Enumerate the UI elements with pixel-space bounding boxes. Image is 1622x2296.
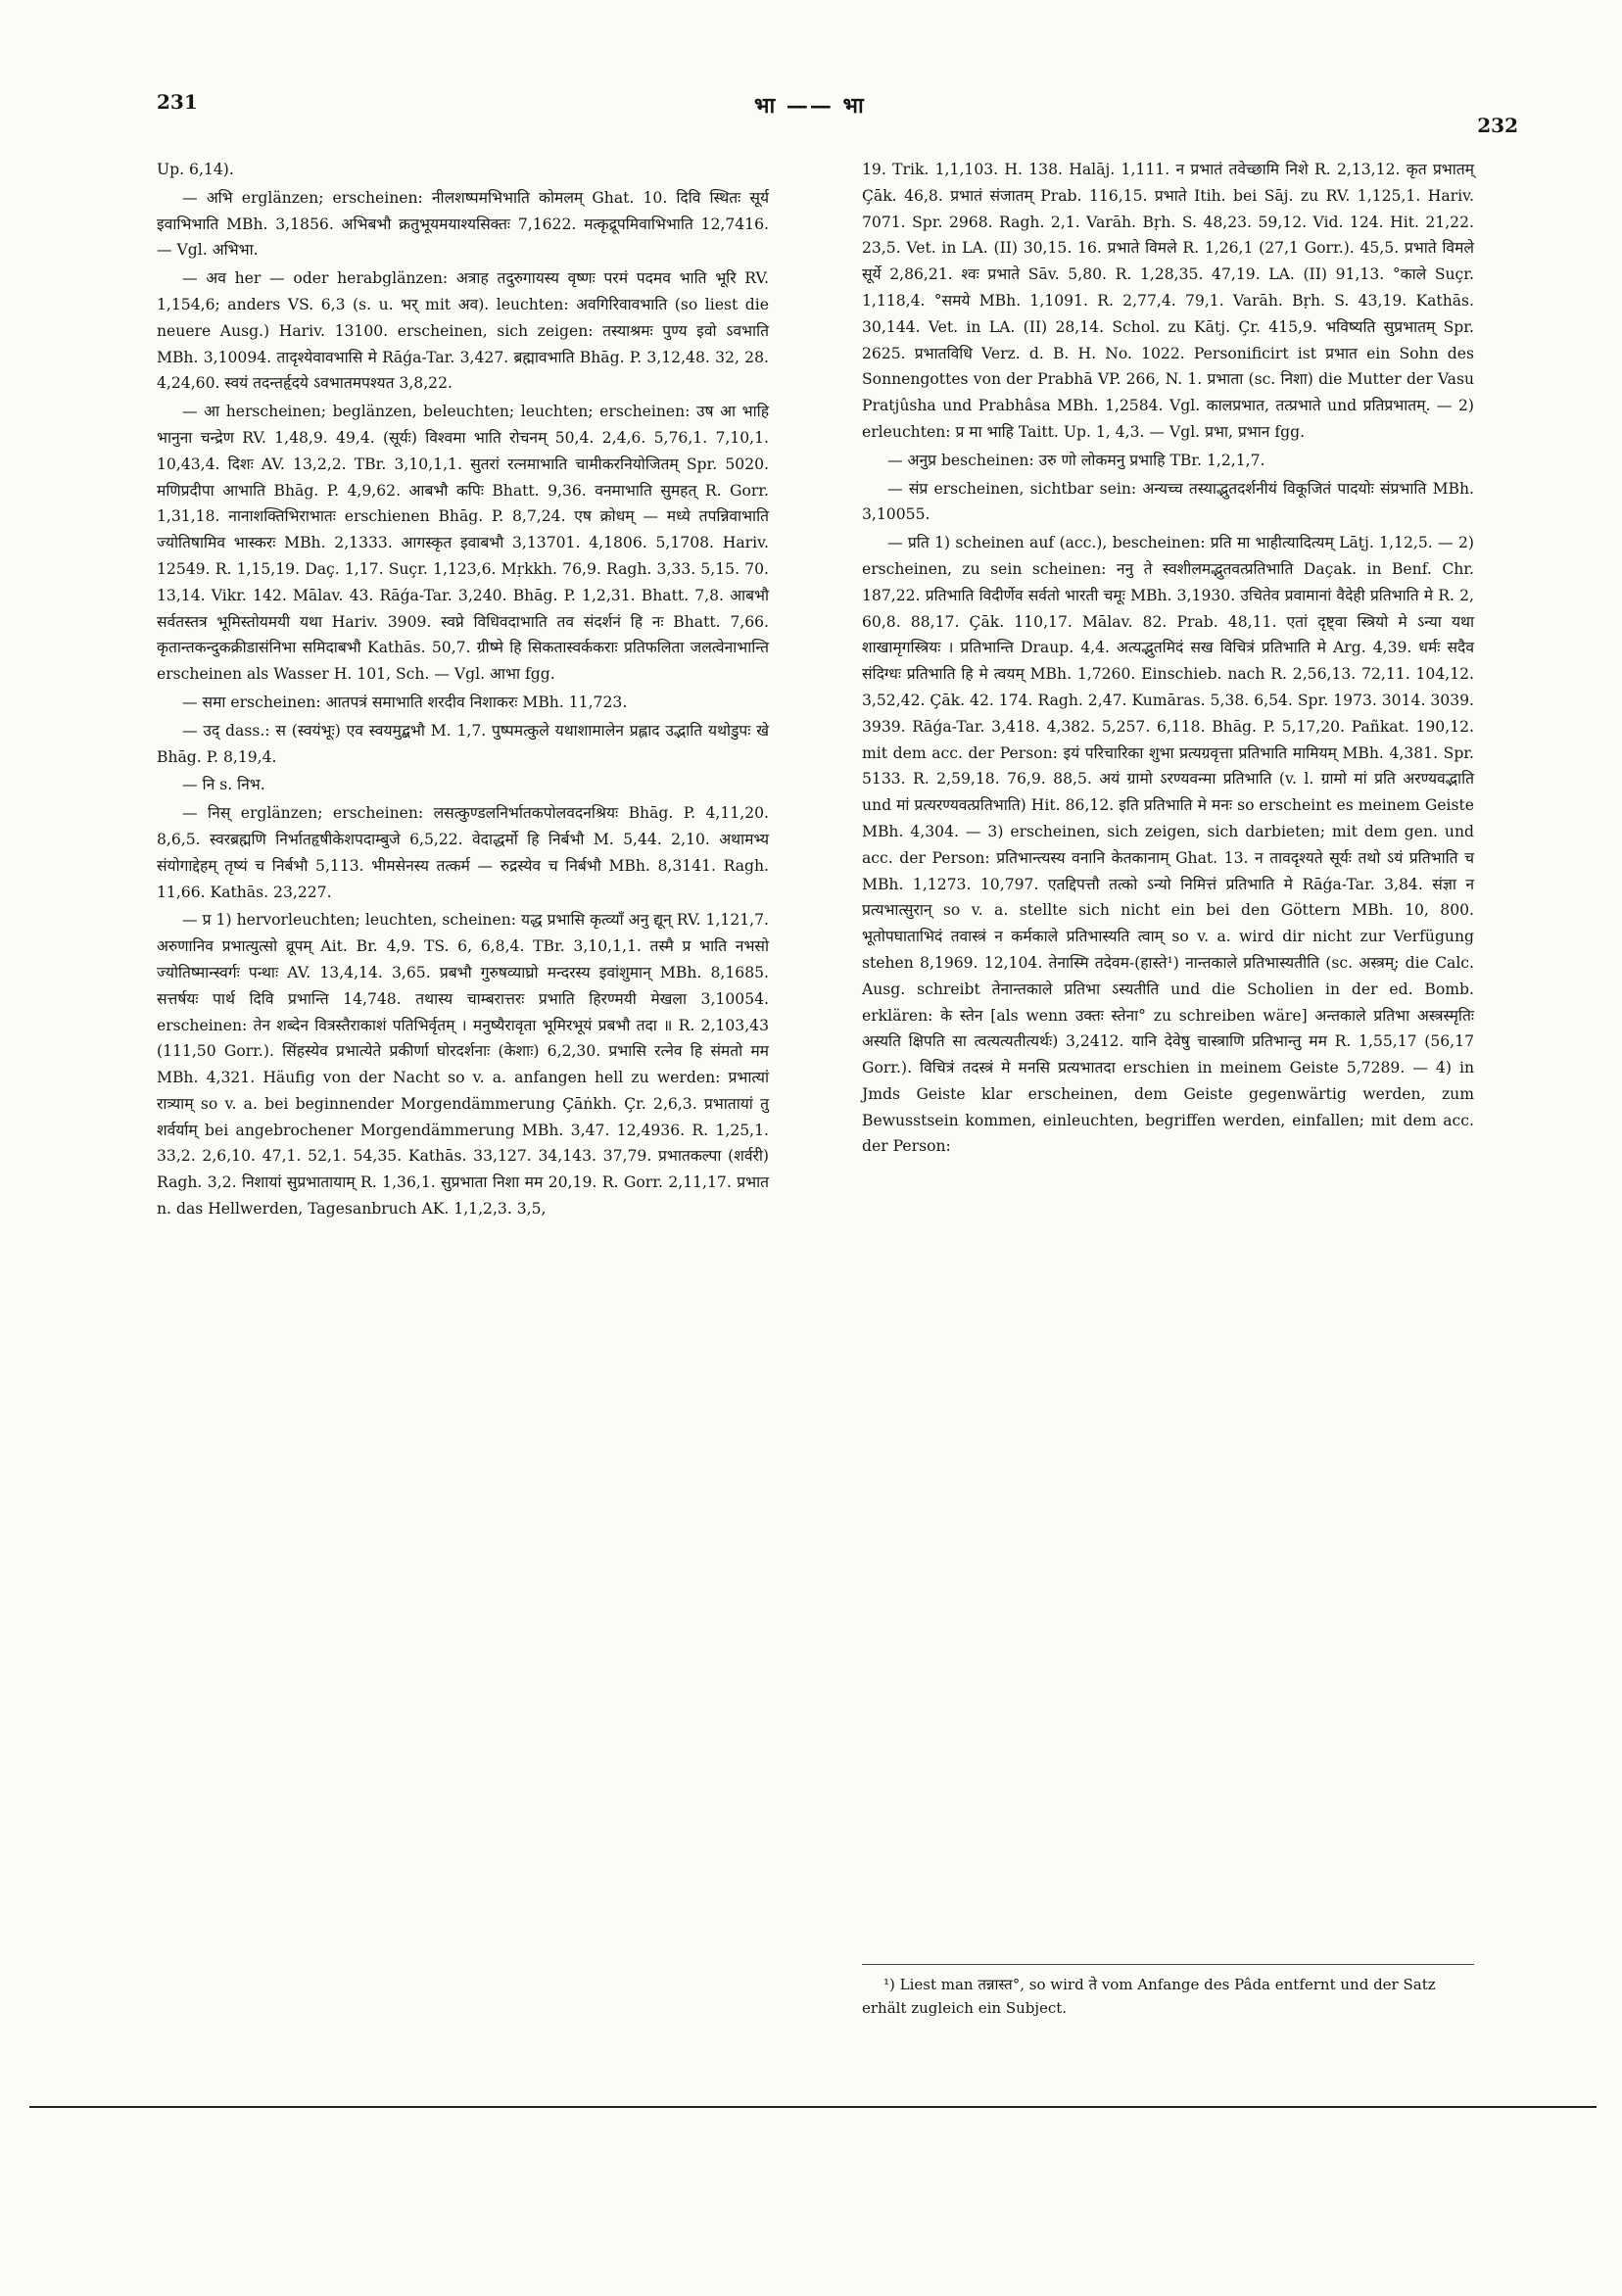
left-paragraph: — अभि erglänzen; erscheinen: नीलशष्पमभिभाति कोमलम् Ghat. 10. दिवि स्थितः सूर्य इवाभिभाति MBh. 3,1856. अभिबभौ क्रतुभूयमयाश्यसिक्तः 7,1622. मत्कृद्रूपमिवाभिभाति 12,7416. — Vgl. अभिभा.	[157, 188, 769, 260]
page-header	[157, 69, 1518, 137]
right-paragraph: — प्रति 1) scheinen auf (acc.), bescheinen: प्रति मा भाहीत्यादित्यम् Lāṭj. 1,12,5. — 2) erscheinen, zu sein scheinen: ननु ते स्वशीलमद्भुतवत्प्रतिभाति Daçak. in Benf. Chr. 187,22. प्रतिभाति विदीर्णेव सर्वतो भारती चमूः MBh. 3,1930. उचितेव प्रवामानां वैदेही प्रतिभाति मे R. 2, 60,8. 88,17. Çāk. 110,17. Mālav. 82. Prab. 48,11. एतां दृष्ट्वा स्त्रियो मे ऽन्या यथा शाखामृगस्त्रियः । प्रतिभान्ति Draup. 4,4. अत्यद्भुतमिदं सख विचित्रं प्रतिभाति मे Arg. 4,39. धर्मः सदैव संदिग्धः प्रतिभाति हि मे त्वयम् MBh. 1,7260. Einschieb. nach R. 2,56,13. 72,11. 104,12. 3,52,42. Çāk. 42. 174. Ragh. 2,47. Kumāras. 5,38. 6,54. Spr. 1973. 3014. 3039. 3939. Rāǵa-Tar. 3,418. 4,382. 5,257. 6,118. Bhāg. P. 5,17,20. Pañkat. 190,12. mit dem acc. der Person: इयं परिचारिका शुभा प्रत्यग्रवृत्ता प्रतिभाति मामियम् MBh. 4,381. Spr. 5133. R. 2,59,18. 76,9. 88,5. अयं ग्रामो ऽरण्यवन्मा प्रतिभाति (v. l. ग्रामो मां प्रति अरण्यवद्भाति und मां प्रत्यरण्यवत्प्रतिभाति) Hit. 86,12. इति प्रतिभाति मे मनः so erscheint es meinem Geiste MBh. 4,304. — 3) erscheinen, sich zeigen, sich darbieten; mit dem gen. und acc. der Person: प्रतिभान्त्यस्य वनानि केतकानाम् Ghat. 13. न तावदृश्यते सूर्यः तथो ऽयं प्रतिभाति च MBh. 1,1273. 10,797. एतद्दिपत्तौ तत्को ऽन्यो निमित्तं प्रतिभाति मे Rāǵa-Tar. 3,84. संज्ञा न प्रत्यभात्सुरान् so v. a. stellte sich nicht ein bei den Göttern MBh. 10, 800. भूतोपघाताभिदं तवास्त्रं न कर्मकाले प्रतिभास्यति त्वाम् so v. a. wird dir nicht zur Verfügung stehen 8,1969. 12,104. तेनास्मि तदेवम-(हास्ते¹) नान्तकाले प्रतिभास्यतीति (sc. अस्त्रम्; die Calc. Ausg. schreibt तेनान्तकाले प्रतिभा ऽस्यतीति und die Scholien in der ed. Bomb. erklären: के स्तेन [als wenn उक्तः स्तेना° zu schreiben wäre] अन्तकाले प्रतिभा अस्त्रस्मृतिः अस्यति क्षिपति सा त्वत्यत्यतीत्यर्थः) 3,2412. यानि देवेषु चास्त्राणि प्रतिभान्तु मम R. 1,55,17 (56,17 Gorr.). विचित्रं तदस्त्रं मे मनसि प्रत्यभातदा erschien in meinem Geiste 5,7289. — 4) in Jmds Geiste klar erscheinen, dem Geiste gegenwärtig werden, zum Bewusstsein kommen, einleuchten, begriffen werden, einfallen; mit dem acc. der Person:	[862, 534, 1474, 1156]
left-paragraph: Up. 6,14).	[157, 161, 234, 178]
footnote-text: ¹) Liest man तन्नास्त°, so wird ते vom Anfange des Pâda entfernt und der Satz erhält zugleich ein Subject.	[862, 1976, 1436, 2017]
left-paragraph: — प्र 1) hervorleuchten; leuchten, scheinen: यद्ध प्रभासि कृत्व्याँ अनु द्यून् RV. 1,121,7. अरुणानिव प्रभात्युत्सो व्रूपम् Ait. Br. 4,9. TS. 6, 6,8,4. TBr. 3,10,1,1. तस्मै प्र भाति नभसो ज्योतिष्मान्स्वर्गः पन्थाः AV. 13,4,14. 3,65. प्रबभौ गुरुषव्याघ्रो मन्दरस्य इवांशुमान् MBh. 8,1685. सत्तर्षयः पार्थ दिवि प्रभान्ति 14,748. तथास्य चाम्बरात्तरः प्रभाति हिरण्मयी मेखला 3,10054. erscheinen: तेन शब्देन वित्रस्तैराकाशं पतिभिर्वृतम् । मनुष्यैरावृता भूमिरभूयं प्रबभौ तदा ॥ R. 2,103,43 (111,50 Gorr.). सिंहस्येव प्रभात्येते प्रकीर्णा घोरदर्शनाः (केशाः) 6,2,30. प्रभासि रत्नेव हि संमतो मम MBh. 4,321. Häufig von der Nacht so v. a. anfangen hell zu werden: प्रभात्यां रात्र्याम् so v. a. bei beginnender Morgendämmerung Çāṅkh. Çr. 2,6,3. प्रभातायां तु शर्वर्याम् bei angebrochener Morgendämmerung MBh. 3,47. 12,4936. R. 1,25,1. 33,2. 2,6,10. 47,1. 52,1. 54,35. Kathās. 33,127. 34,143. 37,79. प्रभातकल्पा (शर्वरी) Ragh. 3,2. निशायां सुप्रभातायाम् R. 1,36,1. सुप्रभाता निशा मम 20,19. R. Gorr. 2,11,17. प्रभात n. das Hellwerden, Tagesanbruch AK. 1,1,2,3. 3,5,	[157, 911, 769, 1219]
right-paragraph: 19. Trik. 1,1,103. H. 138. Halāj. 1,111. न प्रभातं तवेच्छामि निशे R. 2,13,12. कृत प्रभातम् Çāk. 46,8. प्रभातं संजातम् Prab. 116,15. प्रभाते Itih. bei Sāj. zu RV. 1,125,1. Hariv. 7071. Spr. 2968. Ragh. 2,1. Varāh. Bṛh. S. 48,23. 59,12. Vid. 124. Hit. 21,22. 23,5. Vet. in LA. (II) 30,15. 16. प्रभाते विमले R. 1,26,1 (27,1 Gorr.). 45,5. प्रभाते विमले सूर्ये 2,86,21. श्वः प्रभाते Sāv. 5,80. R. 1,28,35. 47,19. LA. (II) 91,13. °काले Suçr. 1,118,4. °समये MBh. 1,1091. R. 2,77,4. 79,1. Varāh. Bṛh. S. 43,19. Kathās. 30,144. Vet. in LA. (II) 28,14. Schol. zu Kātj. Çr. 415,9. भविष्यति सुप्रभातम् Spr. 2625. प्रभातविधि Verz. d. B. H. No. 1022. Personificirt ist प्रभात ein Sohn des Sonnengottes von der Prabhā VP. 266, N. 1. प्रभाता (sc. निशा) die Mutter der Vasu Pratjûsha und Prabhâsa MBh. 1,2584. Vgl. कालप्रभात, तत्प्रभाते und प्रतिप्रभातम्. — 2) erleuchten: प्र मा भाहि Taitt. Up. 1, 4,3. — Vgl. प्रभा, प्रभान fgg.	[862, 161, 1474, 441]
left-column	[157, 157, 769, 1224]
left-paragraph: — आ herscheinen; beglänzen, beleuchten; leuchten; erscheinen: उष आ भाहि भानुना चन्द्रेण RV. 1,48,9. 49,4. (सूर्यः) विश्वमा भाति रोचनम् 50,4. 2,4,6. 5,76,1. 7,10,1. 10,43,4. दिशः AV. 13,2,2. TBr. 3,10,1,1. सुतरां रत्नमाभाति चामीकरनियोजितम् Spr. 5020. मणिप्रदीपा आभाति Bhāg. P. 4,9,62. आबभौ कपिः Bhatt. 9,36. वनमाभाति सुमहत् R. Gorr. 1,31,18. नानाशक्तिभिराभातः erschienen Bhāg. P. 8,7,24. एष क्रोधम् — मध्ये तपन्निवाभाति ज्योतिषामिव भास्करः MBh. 2,1333. आगस्कृत इवाबभौ 3,13701. 4,1806. 5,1708. Hariv. 12549. R. 1,15,19. Daç. 1,17. Suçr. 1,123,6. Mṛkkh. 76,9. Ragh. 3,33. 5,15. 70. 13,14. Vikr. 142. Mālav. 43. Rāǵa-Tar. 3,240. Bhāg. P. 1,2,31. Bhatt. 7,8. आबभौ सर्वतस्तत्र भूमिस्तोयमयी यथा Hariv. 3909. स्वप्ने विधिवदाभाति तव संदर्शनं हि नः Bhatt. 7,66. कृतान्तकन्दुकक्रीडासंनिभा समिदाबभौ Kathās. 50,7. ग्रीष्मे हि सिकतास्वर्ककराः प्रतिफलिता जलत्वेनाभान्ति erscheinen als Wasser H. 101, Sch. — Vgl. आभा fgg.	[157, 403, 769, 684]
left-paragraph: — समा erscheinen: आतपत्रं समाभाति शरदीव निशाकरः MBh. 11,723.	[182, 693, 628, 711]
page-number-right: 232	[1477, 114, 1518, 137]
left-paragraph: — अव her — oder herabglänzen: अत्राह तदुरुगायस्य वृष्णः परमं पदमव भाति भूरि RV. 1,154,6; anders VS. 6,3 (s. u. भर् mit अव). leuchten: अवगिरिवावभाति (so liest die neuere Ausg.) Hariv. 13100. erscheinen, sich zeigen: तस्याश्रमः पुण्य इवो ऽवभाति MBh. 3,10094. तादृश्येवावभासि मे Rāǵa-Tar. 3,427. ब्रह्मावभाति Bhāg. P. 3,12,48. 32, 28. 4,24,60. स्वयं तदन्तर्हृदये ऽवभातमपश्यत 3,8,22.	[157, 269, 769, 393]
bottom-rule	[29, 2106, 1597, 2108]
left-paragraph: — नि s. निभ.	[182, 776, 265, 794]
running-head: भा —— भा	[754, 93, 866, 119]
footnote	[862, 1964, 1474, 2020]
left-paragraph: — निस् erglänzen; erscheinen: लसत्कुण्डलनिर्भातकपोलवदनश्रियः Bhāg. P. 4,11,20. 8,6,5. स्वरब्रह्मणि निर्भातहृषीकेशपदाम्बुजे 6,5,22. वेदाद्धर्मो हि निर्बभौ M. 5,44. 2,10. अथामभ्य संयोगाद्देहम् तृष्यं च निर्बभौ 5,113. भीमसेनस्य तत्कर्म — रुद्रस्येव च निर्बभौ MBh. 8,3141. Ragh. 11,66. Kathās. 23,227.	[157, 804, 769, 901]
right-paragraph: — संप्र erscheinen, sichtbar sein: अन्यच्च तस्याद्भुतदर्शनीयं विकूजितं पादयोः संप्रभाति MBh. 3,10055.	[862, 479, 1474, 524]
page-number-left: 231	[157, 90, 198, 114]
left-paragraph: — उद् dass.: स (स्वयंभूः) एव स्वयमुद्बभौ M. 1,7. पुष्पमत्कुले यथाशामालेन प्रह्लाद उद्भाति यथोडुपः खे Bhāg. P. 8,19,4.	[157, 721, 769, 766]
right-column	[862, 157, 1474, 1162]
right-paragraph: — अनुप्र bescheinen: उरु णो लोकमनु प्रभाहि TBr. 1,2,1,7.	[887, 451, 1265, 469]
